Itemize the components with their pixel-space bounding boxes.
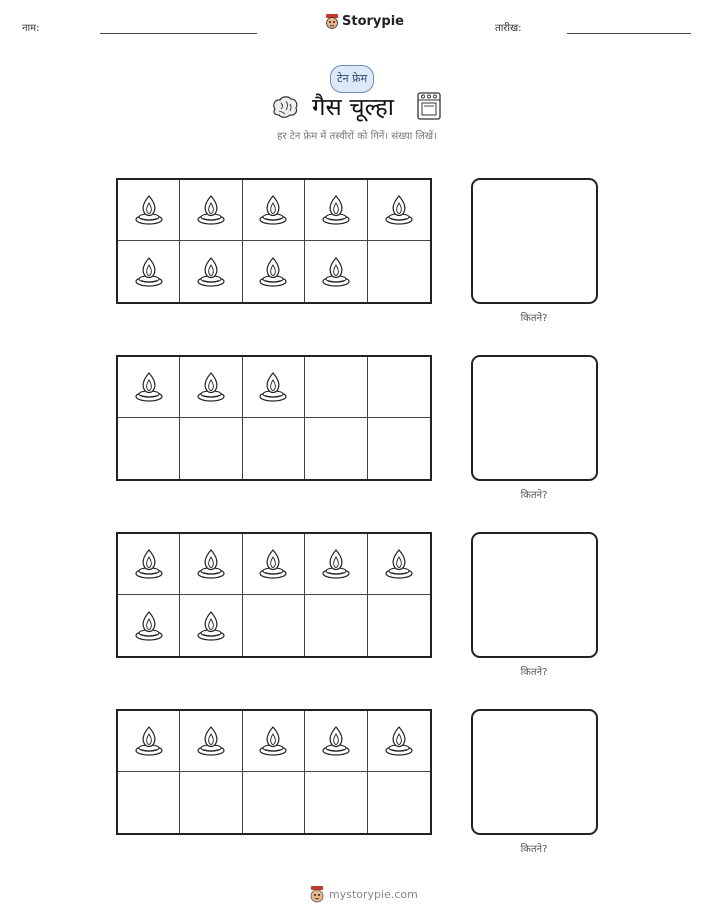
page-title: गैस चूल्हा (312, 93, 394, 121)
answer-label: कितने? (520, 313, 548, 324)
ten-frame-cell-filled (118, 241, 180, 302)
gas-burner-icon (196, 725, 226, 757)
ten-frame-cell-empty (368, 772, 430, 833)
ten-frame-cell-filled (368, 180, 430, 241)
ten-frame-cell-empty (305, 357, 367, 418)
gas-burner-icon (134, 371, 164, 403)
gas-burner-icon (258, 371, 288, 403)
gas-burner-icon (134, 725, 164, 757)
ten-frame-cell-filled (305, 241, 367, 302)
answer-box[interactable] (471, 709, 598, 835)
brand-logo (325, 13, 404, 30)
ten-frame-cell-filled (180, 595, 242, 656)
ten-frame-cell-filled (305, 534, 367, 595)
footer (309, 885, 418, 903)
name-label: नाम: (22, 23, 40, 34)
gas-burner-icon (134, 256, 164, 288)
ten-frame-cell-filled (243, 534, 305, 595)
ten-frame (116, 355, 432, 481)
answer-box[interactable] (471, 532, 598, 658)
ten-frame-cell-filled (180, 534, 242, 595)
gas-burner-icon (196, 610, 226, 642)
date-label: तारीख: (495, 23, 522, 34)
ten-frame-cell-filled (180, 357, 242, 418)
footer-site: mystorypie.com (329, 887, 418, 901)
ten-frame-cell-filled (243, 357, 305, 418)
ten-frame-cell-empty (180, 418, 242, 479)
stove-icon (416, 91, 442, 121)
ten-frame-cell-empty (368, 357, 430, 418)
ten-frame-cell-empty (118, 772, 180, 833)
gas-burner-icon (134, 610, 164, 642)
storypie-mascot-icon (325, 13, 339, 30)
ten-frame-cell-empty (243, 772, 305, 833)
ten-frame-cell-filled (368, 711, 430, 772)
ten-frame-cell-filled (118, 534, 180, 595)
ten-frame-cell-filled (118, 711, 180, 772)
ten-frame-cell-empty (368, 241, 430, 302)
ten-frame-cell-filled (243, 180, 305, 241)
gas-burner-icon (258, 194, 288, 226)
gas-burner-icon (321, 194, 351, 226)
gas-burner-icon (384, 548, 414, 580)
date-line (567, 33, 691, 34)
answer-box[interactable] (471, 178, 598, 304)
ten-frame-cell-filled (180, 241, 242, 302)
ten-frame-cell-empty (243, 595, 305, 656)
gas-burner-icon (196, 256, 226, 288)
answer-label: कितने? (520, 490, 548, 501)
gas-burner-icon (258, 548, 288, 580)
ten-frame-cell-empty (118, 418, 180, 479)
gas-burner-icon (258, 256, 288, 288)
gas-burner-icon (384, 194, 414, 226)
ten-frame-cell-empty (368, 595, 430, 656)
ten-frame-cell-filled (243, 711, 305, 772)
ten-frame-cell-filled (118, 180, 180, 241)
ten-frame-cell-empty (180, 772, 242, 833)
badge: टेन फ्रेम (330, 65, 374, 93)
answer-box[interactable] (471, 355, 598, 481)
ten-frame-cell-filled (180, 711, 242, 772)
gas-burner-icon (134, 548, 164, 580)
ten-frame (116, 709, 432, 835)
gas-burner-icon (321, 548, 351, 580)
ten-frame-cell-filled (368, 534, 430, 595)
ten-frame-cell-filled (305, 711, 367, 772)
ten-frame (116, 178, 432, 304)
ten-frame-cell-filled (305, 180, 367, 241)
instruction-text: हर टेन फ्रेम में तस्वीरों को गिनें। संख्या लिखें। (277, 131, 437, 142)
ten-frame-cell-empty (368, 418, 430, 479)
gas-burner-icon (196, 194, 226, 226)
ten-frame-cell-filled (243, 241, 305, 302)
ten-frame-cell-filled (180, 180, 242, 241)
ten-frame-cell-empty (305, 418, 367, 479)
ten-frame-cell-empty (305, 595, 367, 656)
gas-burner-icon (321, 725, 351, 757)
ten-frame (116, 532, 432, 658)
ten-frame-cell-filled (118, 357, 180, 418)
brand-name: Storypie (342, 14, 404, 29)
gas-burner-icon (384, 725, 414, 757)
gas-burner-icon (196, 548, 226, 580)
answer-label: कितने? (520, 844, 548, 855)
name-line (100, 33, 257, 34)
ten-frame-cell-filled (118, 595, 180, 656)
answer-label: कितने? (520, 667, 548, 678)
brain-icon (271, 95, 299, 119)
gas-burner-icon (321, 256, 351, 288)
storypie-mascot-icon (309, 885, 325, 903)
gas-burner-icon (258, 725, 288, 757)
ten-frame-cell-empty (305, 772, 367, 833)
gas-burner-icon (134, 194, 164, 226)
gas-burner-icon (196, 371, 226, 403)
ten-frame-cell-empty (243, 418, 305, 479)
